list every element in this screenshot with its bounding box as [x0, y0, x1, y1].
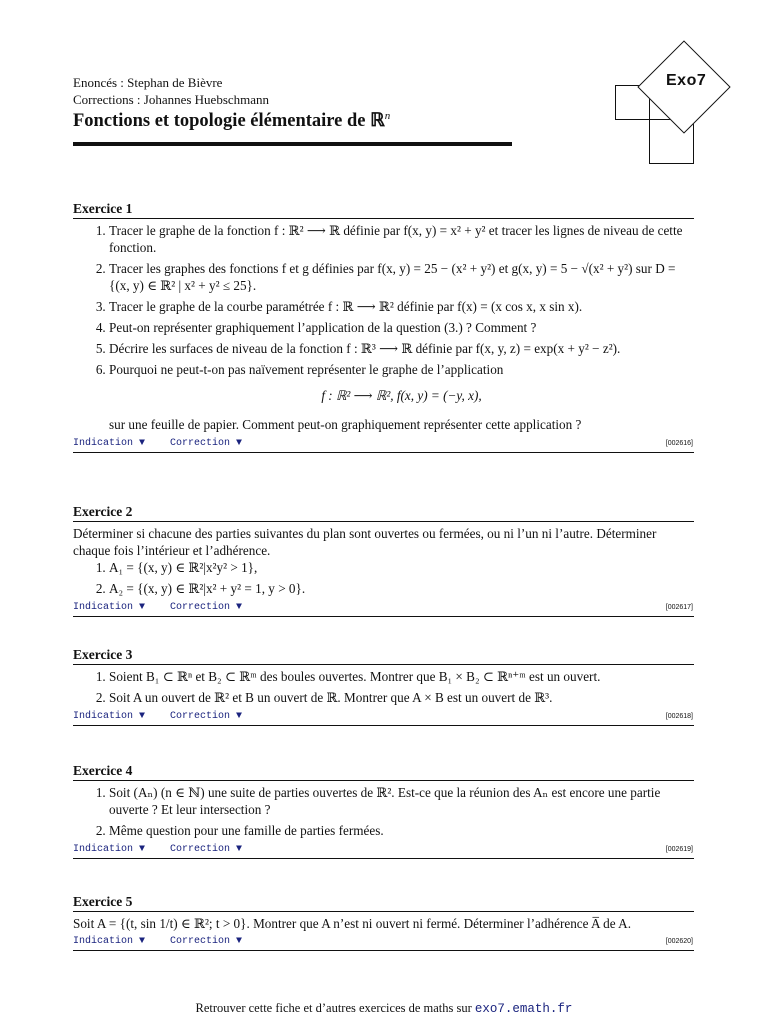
exercise-ref: [002617] [665, 603, 693, 611]
exercise-list [73, 223, 694, 434]
list-item: 1. A₁ = {(x, y) ∈ ℝ²|x²y² > 1}, [109, 560, 694, 577]
exercise-intro: Déterminer si chacune des parties suivantes du plan sont ouvertes ou fermées, ou ni l’un ni l’autre. Déterminer chaque fois l’intérieur et l’adhérence. [73, 526, 657, 559]
indication-link[interactable]: Indication ▼ [73, 936, 146, 948]
exercise-3 [73, 646, 694, 726]
exercise-heading: Exercice 1 [73, 200, 694, 219]
list-item: 2. Même question pour une famille de parties fermées. [109, 823, 694, 840]
exercise-4 [73, 762, 694, 859]
exercise-list [73, 785, 694, 840]
indication-link[interactable]: Indication ▼ [73, 601, 146, 613]
indication-link[interactable]: Indication ▼ [73, 438, 146, 450]
exercise-links [73, 844, 694, 859]
exercise-heading: Exercice 4 [73, 762, 694, 781]
exercise-heading: Exercice 3 [73, 646, 694, 665]
correction-link[interactable]: Correction ▼ [170, 936, 243, 948]
corrections-author: Corrections : Johannes Huebschmann [73, 92, 270, 107]
exercise-links [73, 438, 694, 453]
indication-link[interactable]: Indication ▼ [73, 843, 146, 855]
correction-link[interactable]: Correction ▼ [170, 843, 243, 855]
exercise-ref: [002618] [665, 713, 693, 721]
correction-link[interactable]: Correction ▼ [170, 601, 243, 613]
indication-link[interactable]: Indication ▼ [73, 711, 146, 723]
exercise-links [73, 711, 694, 726]
continuation-text: sur une feuille de papier. Comment peut-on graphiquement représenter cette application ? [109, 417, 582, 433]
statement-author: Enoncés : Stephan de Bièvre [73, 75, 223, 90]
correction-link[interactable]: Correction ▼ [170, 438, 243, 450]
logo-text: Exo7 [666, 72, 707, 89]
exercise-2 [73, 503, 694, 617]
exercise-heading: Exercice 2 [73, 503, 694, 522]
list-item: 2. Tracer les graphes des fonctions f et g définies par f(x, y) = 25 − (x² + y²) et g(x, y) = 5 − √(x² + y²) sur D = {(x, y) ∈ ℝ² | x² + y² ≤ 25}. [109, 261, 694, 295]
exercise-ref: [002619] [665, 845, 693, 853]
list-item: 2. A₂ = {(x, y) ∈ ℝ²|x² + y² = 1, y > 0}. [109, 581, 694, 598]
list-item: 1. Tracer le graphe de la fonction f : ℝ² ⟶ ℝ définie par f(x, y) = x² + y² et tracer les lignes de niveau de cette fonction. [109, 223, 694, 257]
page-footer [0, 1000, 768, 1017]
document-title: Fonctions et topologie élémentaire de ℝ$^n$ [73, 109, 391, 131]
list-item: 5. Décrire les surfaces de niveau de la fonction f : ℝ³ ⟶ ℝ définie par f(x, y, z) = exp(x + y² − z²). [109, 341, 694, 358]
exercise-5 [73, 893, 694, 951]
list-item: 4. Peut-on représenter graphiquement l’application de la question (3.) ? Comment ? [109, 320, 694, 337]
list-item: 1. Soient B₁ ⊂ ℝⁿ et B₂ ⊂ ℝᵐ des boules ouvertes. Montrer que B₁ × B₂ ⊂ ℝⁿ⁺ᵐ est un ouvert. [109, 669, 694, 686]
list-item: 2. Soit A un ouvert de ℝ² et B un ouvert de ℝ. Montrer que A × B est un ouvert de ℝ³. [109, 690, 694, 707]
footer-text: Retrouver cette fiche et d’autres exercices de maths sur [195, 1001, 475, 1015]
list-item: 6. Pourquoi ne peut-t-on pas naïvement représenter le graphe de l’application f : ℝ² ⟶ ℝ², f(x, y) = (−y, x), sur une feuille de papier. Comment peut-on graphiquement représenter cette application ? [109, 362, 694, 435]
exercise-intro: Soit A = {(t, sin 1/t) ∈ ℝ²; t > 0}. Montrer que A n’est ni ouvert ni fermé. Déterminer l’adhérence A̅ de A. [73, 916, 631, 932]
list-item: 3. Tracer le graphe de la courbe paramétrée f : ℝ ⟶ ℝ² définie par f(x) = (x cos x, x sin x). [109, 299, 694, 316]
list-item: 1. Soit (Aₙ) (n ∈ ℕ) une suite de parties ouvertes de ℝ². Est-ce que la réunion des Aₙ est encore une partie ouverte ? Et leur intersection ? [109, 785, 694, 819]
correction-link[interactable]: Correction ▼ [170, 711, 243, 723]
display-formula: f : ℝ² ⟶ ℝ², f(x, y) = (−y, x), [321, 388, 482, 404]
exercise-links [73, 936, 694, 951]
exercise-ref: [002616] [665, 440, 693, 448]
exercise-list [73, 669, 694, 707]
exercise-heading: Exercice 5 [73, 893, 694, 912]
exercise-ref: [002620] [665, 938, 693, 946]
title-rule [73, 142, 512, 146]
exercise-links [73, 602, 694, 617]
exercise-1 [73, 200, 694, 453]
footer-link[interactable]: exo7.emath.fr [474, 1002, 573, 1016]
authors [73, 74, 269, 108]
exo7-logo [606, 38, 731, 168]
exercise-list [73, 560, 694, 598]
